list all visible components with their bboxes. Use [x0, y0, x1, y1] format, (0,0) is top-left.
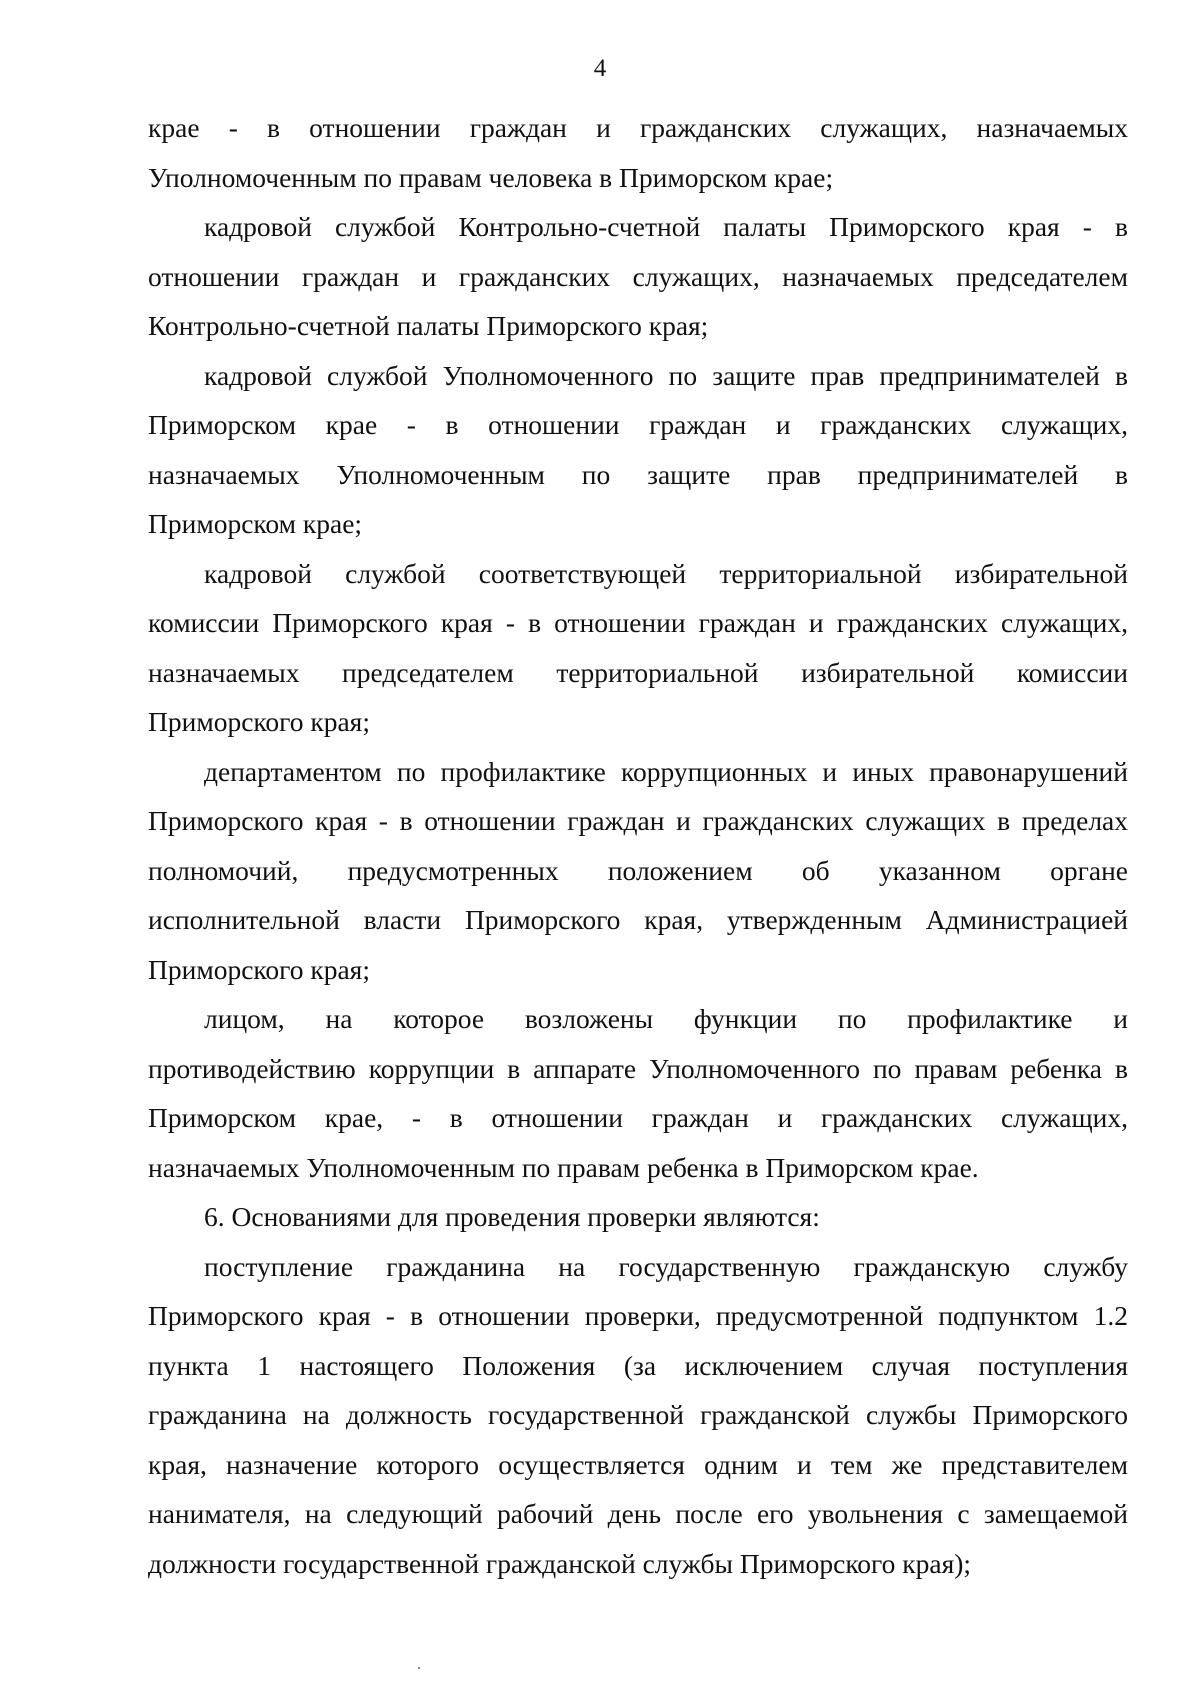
text-line: назначаемых председателем территориальной избирательной комиссии — [148, 656, 1128, 688]
paragraph-upolnomochennyi-prava-rebenka — [148, 994, 1128, 1192]
paragraph-kadrovaya-upolnomochennyi-prava-cheloveka — [148, 103, 1128, 202]
paragraph-kontrolno-schetnaya-palata — [148, 202, 1128, 351]
paragraph-postuplenie-grazhdanina — [148, 1242, 1128, 1589]
text-line: гражданина на должность государственной гражданской службы Приморского — [148, 1399, 1128, 1430]
document-body — [148, 103, 1128, 1588]
text-line: Приморского края; — [148, 953, 370, 985]
text-line: Приморском крае; — [148, 508, 363, 539]
text-line: Приморского края; — [148, 706, 370, 737]
text-line: исполнительной власти Приморского края, утвержденным Администрацией — [148, 904, 1128, 935]
paragraph-section-6-osnovaniya — [148, 1192, 1128, 1242]
paragraph-departament-profilaktiki — [148, 747, 1128, 995]
page-number: 4 — [593, 55, 607, 82]
scan-speck — [418, 1667, 420, 1669]
text-line: департаментом по профилактике коррупционных и иных правонарушений — [204, 755, 1128, 787]
text-line: Приморском крае, - в отношении граждан и гражданских служащих, — [148, 1102, 1128, 1133]
paragraph-upolnomochennyi-prava-predprinimatelei — [148, 351, 1128, 549]
text-line: крае - в отношении граждан и гражданских служащих, назначаемых — [148, 112, 1128, 143]
text-line: кадровой службой Уполномоченного по защите прав предпринимателей в — [204, 359, 1128, 391]
text-line: назначаемых Уполномоченным по правам ребенка в Приморском крае. — [148, 1151, 979, 1183]
text-line: назначаемых Уполномоченным по защите прав предпринимателей в — [148, 458, 1128, 490]
text-line: Приморском крае - в отношении граждан и гражданских служащих, — [148, 409, 1128, 440]
text-line: полномочий, предусмотренных положением об указанном органе — [148, 854, 1128, 886]
text-line: должности государственной гражданской службы Приморского края); — [148, 1547, 972, 1579]
text-line: нанимателя, на следующий рабочий день после его увольнения с замещаемой — [148, 1498, 1128, 1529]
text-line: Приморского края - в отношении проверки, предусмотренной подпунктом 1.2 — [148, 1300, 1128, 1331]
text-line: кадровой службой соответствующей территориальной избирательной — [204, 557, 1128, 589]
text-line: Контрольно-счетной палаты Приморского края; — [148, 310, 709, 341]
text-line: комиссии Приморского края - в отношении граждан и гражданских служащих, — [148, 607, 1128, 638]
text-line: Приморского края - в отношении граждан и гражданских служащих в пределах — [148, 805, 1128, 836]
text-line: 6. Основаниями для проведения проверки являются: — [204, 1201, 820, 1232]
text-line: пункта 1 настоящего Положения (за исключением случая поступления — [148, 1349, 1128, 1381]
text-line: отношении граждан и гражданских служащих, назначаемых председателем — [148, 260, 1128, 292]
text-line: края, назначение которого осуществляется одним и тем же представителем — [148, 1448, 1128, 1480]
text-line: поступление гражданина на государственную гражданскую службу — [204, 1250, 1128, 1282]
text-line: кадровой службой Контрольно-счетной палаты Приморского края - в — [204, 211, 1128, 242]
text-line: Уполномоченным по правам человека в Приморском крае; — [148, 161, 834, 193]
text-line: лицом, на которое возложены функции по профилактике и — [204, 1003, 1128, 1034]
text-line: противодействию коррупции в аппарате Уполномоченного по правам ребенка в — [148, 1052, 1128, 1084]
paragraph-izbiratelnaya-komissiya — [148, 549, 1128, 747]
